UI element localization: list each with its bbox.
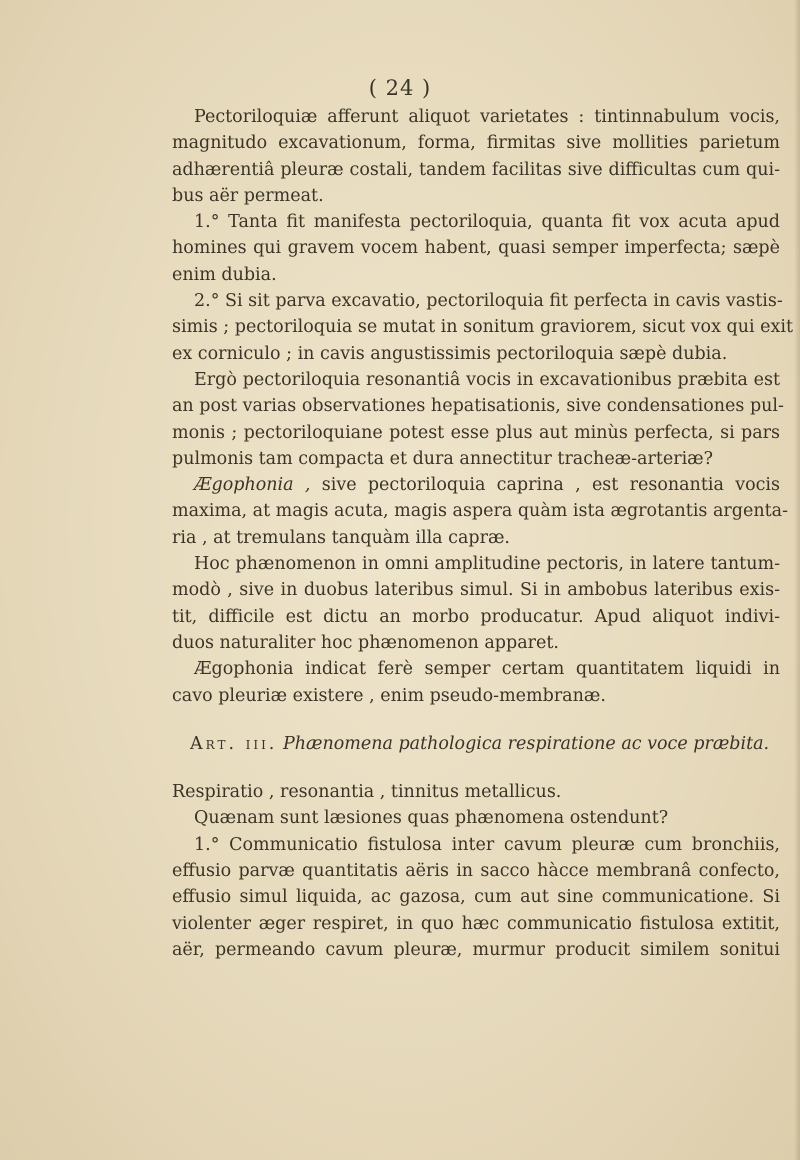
paragraph [172,104,780,209]
page-number: ( 24 ) [368,76,432,100]
text-line: ria , at tremulans tanquàm illa capræ. [172,527,510,548]
text-line: violenter æger respiret, in quo hæc communicatio fistulosa extitit, [172,913,780,934]
text-line: adhærentiâ pleuræ costali, tandem facilitas sive difficultas cum qui- [172,159,780,180]
paragraph [172,472,788,551]
paragraph [172,551,780,656]
text-line: cavo pleuriæ existere , enim pseudo-membranæ. [172,685,606,706]
spacer [172,757,780,779]
text-line: monis ; pectoriloquiane potest esse plus aut minùs perfecta, si pars [172,422,780,443]
text-line: magnitudo excavationum, forma, firmitas sive mollities parietum [172,133,780,154]
paragraph [172,288,794,367]
text-line: Ægophonia indicat ferè semper certam quantitatem liquidi in [194,659,780,680]
text-line: Quænam sunt læsiones quas phænomena ostendunt? [194,808,669,829]
text-line: an post varias observationes hepatisationis, sive condensationes pul- [172,396,784,417]
text-line: 1.° Communicatio fistulosa inter cavum pleuræ cum bronchiis, [194,834,780,855]
page-edge-shadow [794,0,800,1160]
text-line: Ergò pectoriloquia resonantiâ vocis in excavationibus præbita est [194,369,780,390]
text-line: 1.° Tanta fit manifesta pectoriloquia, quanta fit vox acuta apud [194,212,780,233]
article-title: Phænomena pathologica respiratione ac voce præbita. [282,733,770,754]
paragraph [172,832,780,963]
paragraph [172,367,784,472]
paragraph [172,805,780,831]
body-text [172,104,794,963]
text-line: ex corniculo ; in cavis angustissimis pectoriloquia sæpè dubia. [172,343,728,364]
section-subheading: Respiratio , resonantia , tinnitus metallicus. [172,782,562,803]
text-line: bus aër permeat. [172,185,324,206]
text-line: aër, permeando cavum pleuræ, murmur producit similem sonitui [172,939,780,960]
text-line: maxima, at magis acuta, magis aspera quàm ista ægrotantis argenta- [172,501,788,522]
text-line: 2.° Si sit parva excavatio, pectoriloquia fit perfecta in cavis vastis- [194,291,783,312]
text-line: tit, difficile est dictu an morbo producatur. Apud aliquot indivi- [172,606,780,627]
text-line: pulmonis tam compacta et dura annectitur tracheæ-arteriæ? [172,448,714,469]
text-line: modò , sive in duobus lateribus simul. Si in ambobus lateribus exis- [172,580,780,601]
paragraph [172,209,780,288]
text-line [172,472,780,498]
article-label: Art. iii. [190,733,278,754]
spacer [172,709,780,731]
article-heading [172,731,780,757]
text-line: Pectoriloquiæ afferunt aliquot varietates : tintinnabulum vocis, [194,107,780,127]
text-line: effusio parvæ quantitatis aëris in sacco hàcce membranâ confecto, [172,861,780,882]
text-line: simis ; pectoriloquia se mutat in sonitum graviorem, sicut vox qui exit [172,317,794,338]
text-line: enim dubia. [172,264,277,285]
text-line: effusio simul liquida, ac gazosa, cum aut sine communicatione. Si [172,887,780,908]
text-line: homines qui gravem vocem habent, quasi semper imperfecta; sæpè [172,238,780,259]
paragraph [172,656,780,709]
text-line: Hoc phænomenon in omni amplitudine pectoris, in latere tantum- [194,554,780,575]
italic-term: Ægophonia , [194,475,311,496]
text-fragment: sive pectoriloquia caprina , est resonantia vocis [310,475,780,496]
text-line: duos naturaliter hoc phænomenon apparet. [172,632,559,653]
